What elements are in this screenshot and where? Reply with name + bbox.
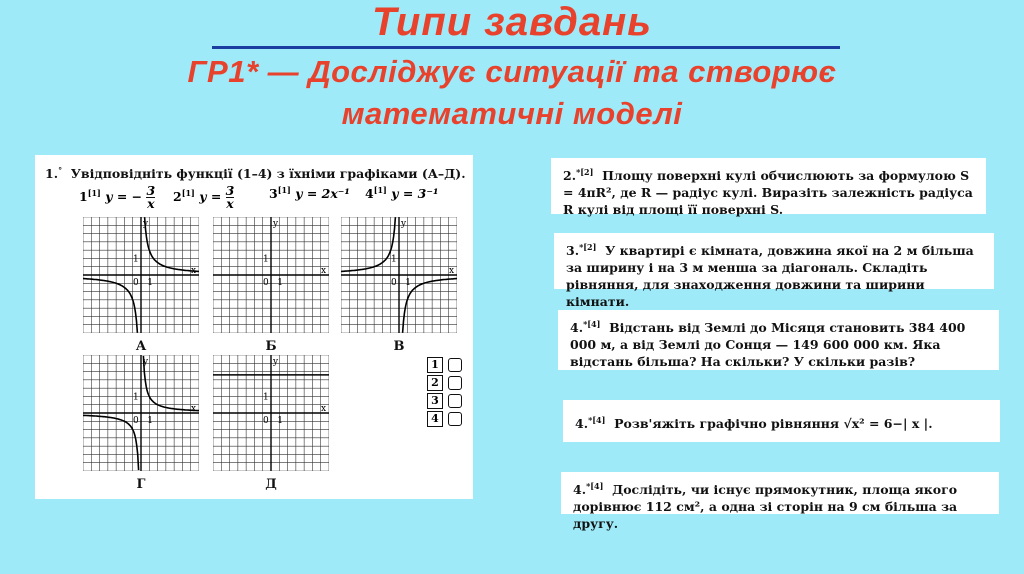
graph-v — [341, 217, 457, 333]
answer-box-3[interactable] — [448, 394, 462, 408]
task-3-card — [554, 233, 994, 310]
function-2-number: 2 — [173, 189, 182, 204]
function-1-numerator: 3 — [146, 183, 156, 198]
title-underline — [212, 46, 840, 49]
task-3-text: У квартирі є кімната, довжина якої на 2 м більша за ширину і на 3 м менша за діагональ. Складіть рівняння, для знаходження довжини та ширини кімнати. — [566, 243, 974, 310]
tick-y-1: 1 — [263, 254, 269, 265]
function-1-denominator: x — [147, 196, 155, 211]
function-2-fraction — [226, 185, 235, 210]
task-1-marker: ° — [58, 165, 63, 175]
task-4c-text: Дослідіть, чи існує прямокутник, площа якого дорівнює 112 см², а одна зі сторін на 9 см більша за другу. — [573, 482, 958, 532]
task-4c-sup: *[4] — [586, 481, 604, 491]
task-1-header — [45, 162, 466, 182]
answer-row-3 — [427, 393, 462, 409]
axis-y-label: y — [273, 357, 279, 367]
tick-x-1: 1 — [277, 278, 284, 288]
tick-x-1: 1 — [405, 278, 412, 288]
function-3-formula: y = 2x⁻¹ — [295, 186, 350, 202]
axis-x-label: x — [321, 266, 327, 276]
tick-origin: 0 — [263, 416, 269, 426]
task-4a-text: Відстань від Землі до Місяця становить 384 400 000 м, а від Землі до Сонця — 149 600 000 км. Яка відстань більша? На скільки? У скільки разів? — [570, 320, 966, 370]
answer-row-1 — [427, 357, 462, 373]
function-4-sup: [1] — [373, 185, 387, 195]
task-4b-card — [563, 400, 1000, 442]
axis-y-label: y — [143, 219, 149, 229]
tick-x-1: 1 — [147, 278, 154, 288]
graph-g — [83, 355, 199, 471]
task-4b-text: Розв'яжіть графічно рівняння √x² = 6−| x |. — [614, 416, 933, 432]
slide-subtitle-line-2: математичні моделі — [341, 96, 683, 131]
answer-box-4[interactable] — [448, 412, 462, 426]
task-4a-card — [558, 310, 999, 370]
function-3-sup: [1] — [277, 185, 291, 195]
task-2-text: Площу поверхні кулі обчислюють за формулою S = 4πR², де R — радіус кулі. Виразіть залежність радіуса R кулі від площі її поверхні S. — [563, 168, 973, 218]
tick-origin: 0 — [133, 278, 139, 288]
task-1-text: Увідповідніть функції (1–4) з їхніми графіками (А–Д). — [70, 166, 466, 182]
task-4b-number: 4. — [575, 416, 589, 432]
answer-row-4 — [427, 411, 462, 427]
tick-y-1: 1 — [391, 254, 397, 265]
task-3-number: 3. — [566, 243, 580, 259]
task-4c-card — [561, 472, 999, 532]
answer-key-4: 4 — [427, 411, 443, 427]
task-3-sup: *[2] — [579, 242, 597, 252]
task-4c-number: 4. — [573, 482, 587, 498]
task-1-card — [35, 155, 473, 499]
graph-a — [83, 217, 199, 333]
graph-label-d: Д — [265, 477, 277, 492]
function-1-fraction — [146, 185, 155, 210]
axis-x-label: x — [321, 404, 327, 414]
function-2-denominator: x — [226, 196, 234, 211]
answer-key-2: 2 — [427, 375, 443, 391]
slide-subtitle-line-1: ГР1* — Досліджує ситуації та створює — [187, 54, 837, 89]
graph-b — [213, 217, 329, 333]
tick-y-1: 1 — [133, 254, 139, 265]
function-1-sup: [1] — [87, 187, 101, 198]
function-2-sup: [1] — [181, 187, 195, 198]
function-1 — [79, 185, 155, 210]
task-2-card — [551, 158, 986, 218]
tick-origin: 0 — [133, 416, 139, 426]
function-2 — [173, 185, 234, 210]
answer-box-1[interactable] — [448, 358, 462, 372]
tick-x-1: 1 — [147, 416, 154, 426]
graph-label-v: В — [393, 339, 405, 354]
axis-y-label: y — [401, 219, 407, 229]
graph-label-b: Б — [265, 339, 277, 354]
function-1-lhs: y = − — [105, 189, 143, 204]
answer-key-3: 3 — [427, 393, 443, 409]
function-1-number: 1 — [79, 189, 88, 204]
graph-d — [213, 355, 329, 471]
tick-origin: 0 — [263, 278, 269, 288]
answer-row-2 — [427, 375, 462, 391]
tick-y-1: 1 — [263, 392, 269, 403]
axis-y-label: y — [143, 357, 149, 367]
tick-y-1: 1 — [133, 392, 139, 403]
answer-key-1: 1 — [427, 357, 443, 373]
task-1-number: 1. — [45, 166, 59, 182]
task-4b-sup: *[4] — [588, 415, 606, 425]
task-4a-sup: *[4] — [583, 319, 601, 329]
answer-box-2[interactable] — [448, 376, 462, 390]
slide-title: Типи завдань — [371, 0, 653, 44]
task-4a-number: 4. — [570, 320, 584, 336]
task-2-sup: *[2] — [576, 167, 594, 177]
axis-x-label: x — [191, 404, 197, 414]
function-3-number: 3 — [269, 186, 278, 202]
function-3 — [269, 185, 350, 201]
task-2-number: 2. — [563, 168, 577, 184]
tick-origin: 0 — [391, 278, 397, 288]
axis-x-label: x — [449, 266, 455, 276]
function-4-number: 4 — [365, 186, 374, 202]
axis-y-label: y — [273, 219, 279, 229]
function-2-lhs: y = — [199, 189, 222, 204]
tick-x-1: 1 — [277, 416, 284, 426]
function-4-formula: y = 3⁻¹ — [391, 186, 439, 202]
graph-label-g: Г — [136, 477, 146, 492]
function-2-numerator: 3 — [225, 183, 235, 198]
function-4 — [365, 185, 438, 201]
graph-label-a: А — [135, 339, 147, 354]
axis-x-label: x — [191, 266, 197, 276]
